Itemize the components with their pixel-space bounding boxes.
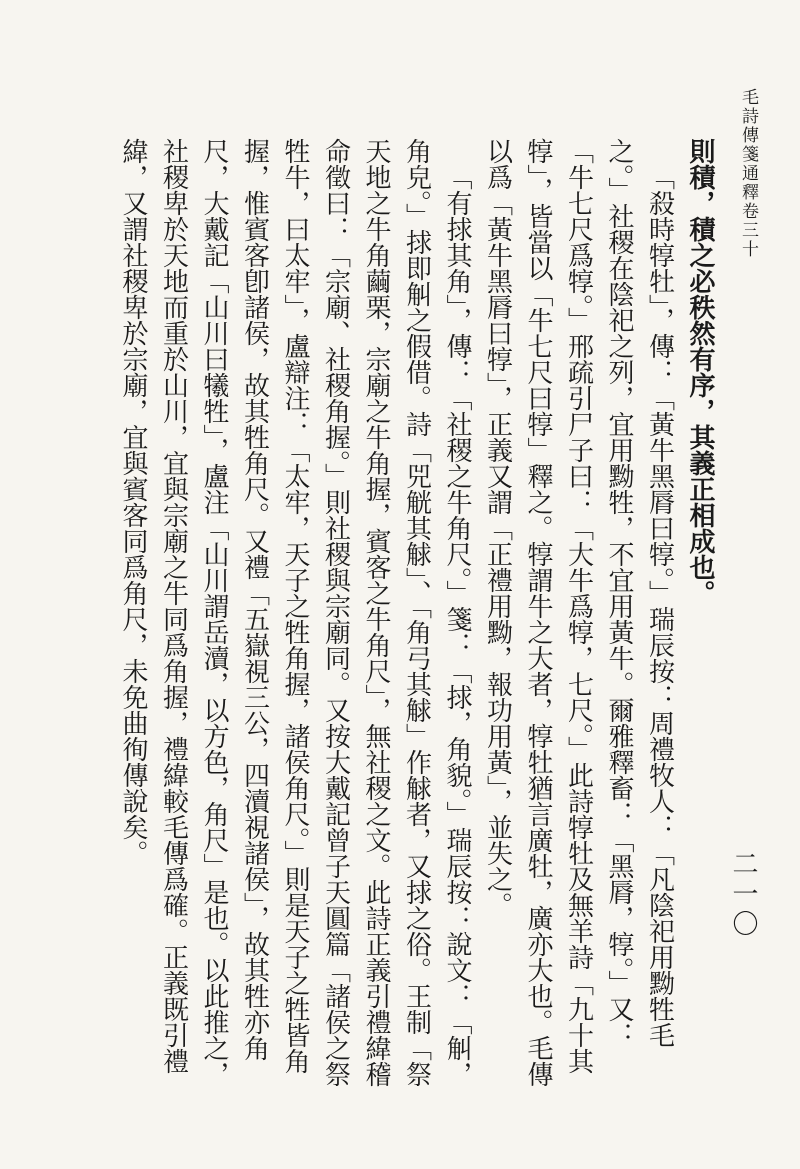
paragraph-1-lead: 則積，積之必秩然有序，其義正相成也。: [685, 138, 715, 606]
paragraph-3: 「有捄其角」，傳：「社稷之牛角尺。」箋：「捄，角貌。」瑞辰按：說文：「觓，角皃。」捄即觓之假借。詩「兕觥其觩」、「角弓其觩」作觩者，又捄之俗。王制「祭天地之牛角繭栗，宗廟之牛角握，賓客之牛角尺」，無社稷之文。此詩正義引禮緯稽命徵曰：「宗廟、社稷角握。」則社稷與宗廟同。又按大戴記曾子天圓篇「諸侯之祭牲牛，曰太牢」，盧辯注：「太牢，天子之牲角握，諸侯角尺。」則是天子之牲皆角握，惟賓客卽諸侯，故其牲角尺。又禮「五嶽視三公，四瀆視諸侯」，故其牲亦角尺，大戴記「山川曰犧牲」，盧注「山川謂岳瀆，以方色，角尺」是也。以此推之，社稷卑於天地而重於山川，宜與宗廟之牛同爲角握，禮緯較毛傳爲確。正義既引禮緯，又謂社稷卑於宗廟，宜與賓客同爲角尺，未免曲徇傳說矣。: [118, 138, 472, 1087]
main-text: [60, 138, 720, 1098]
running-head: 毛詩傳箋通釋卷三十: [738, 88, 758, 259]
paragraph-1: [680, 138, 721, 1098]
paragraph-2: 「殺時犉牡」，傳：「黃牛黑脣曰犉。」瑞辰按：周禮牧人：「凡陰祀用黝牲毛之。」社稷在陰祀之列，宜用黝牲，不宜用黃牛。爾雅釋畜：「黑脣，犉。」又：「牛七尺爲犉。」邢疏引尸子曰：「大牛爲犉，七尺。」此詩犉牡及無羊詩「九十其犉」，皆當以「牛七尺曰犉」釋之。犉謂牛之大者，犉牡猶言廣牡，廣亦大也。毛傳以爲「黃牛黑脣曰犉」，正義又謂「正禮用黝，報功用黃」，並失之。: [482, 138, 675, 1087]
page-number: 二一〇: [728, 850, 758, 940]
